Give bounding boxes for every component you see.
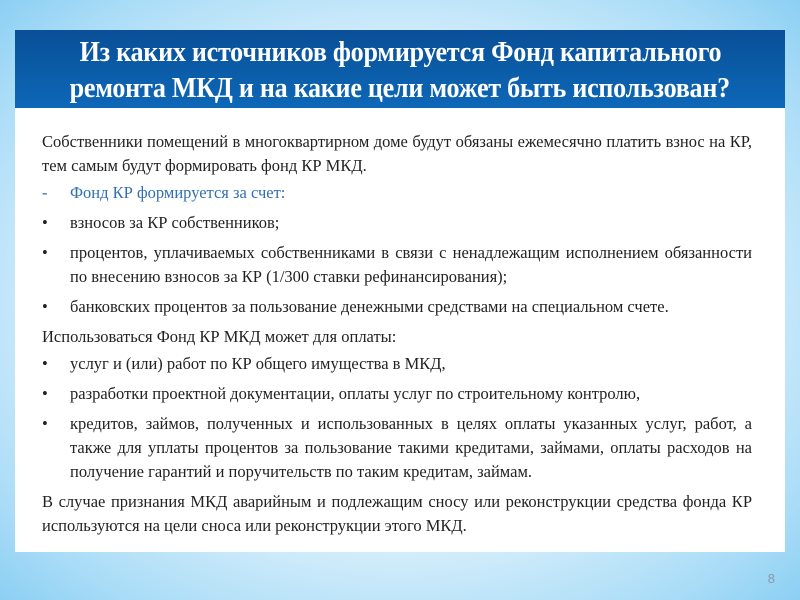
list-item-text: процентов, уплачиваемых собственниками в связи с ненадлежащим исполнением обязанности по внесению взносов за КР (1/300 ставки рефинансирования); <box>70 243 752 286</box>
list-item <box>42 295 752 319</box>
list-item-text: разработки проектной документации, оплаты услуг по строительному контролю, <box>70 384 641 403</box>
bullet-icon: • <box>42 243 48 262</box>
title-line-1: Из каких источников формируется Фонд капитального <box>79 36 721 68</box>
bullet-icon: • <box>42 414 48 433</box>
list-item-text: взносов за КР собственников; <box>70 213 280 232</box>
title-line-2: ремонта МКД и на какие цели может быть использован? <box>69 72 731 104</box>
conclusion-paragraph: В случае признания МКД аварийным и подлежащим сносу или реконструкции средства фонда КР используются на цели сноса или реконструкции этого МКД. <box>42 492 752 535</box>
list-item <box>42 241 752 289</box>
list-item <box>42 412 752 484</box>
slide-title <box>15 30 785 108</box>
list-item-text: услуг и (или) работ по КР общего имущества в МКД, <box>70 354 446 373</box>
sources-heading <box>42 181 752 205</box>
uses-heading: Использоваться Фонд КР МКД может для оплаты: <box>42 327 397 346</box>
list-item-text: банковских процентов за пользование денежными средствами на специальном счете. <box>70 297 669 316</box>
list-item <box>42 211 752 235</box>
bullet-icon: • <box>42 384 48 403</box>
bullet-icon: • <box>42 297 48 316</box>
bullet-icon: • <box>42 354 48 373</box>
list-item <box>42 382 752 406</box>
sources-heading-text: Фонд КР формируется за счет: <box>70 183 286 202</box>
bullet-icon: • <box>42 213 48 232</box>
slide-content <box>42 130 752 541</box>
list-item <box>42 352 752 376</box>
dash-marker: - <box>42 183 48 202</box>
page-number: 8 <box>767 571 775 586</box>
intro-paragraph: Собственники помещений в многоквартирном доме будут обязаны ежемесячно платить взнос на КР, тем самым будут формировать фонд КР МКД. <box>42 132 752 175</box>
list-item-text: кредитов, займов, полученных и использованных в целях оплаты указанных услуг, работ, а также для уплаты процентов за пользование такими кредитами, займами, оплаты расходов на получение гарантий и поручительств по таким кредитам, займам. <box>70 414 752 481</box>
